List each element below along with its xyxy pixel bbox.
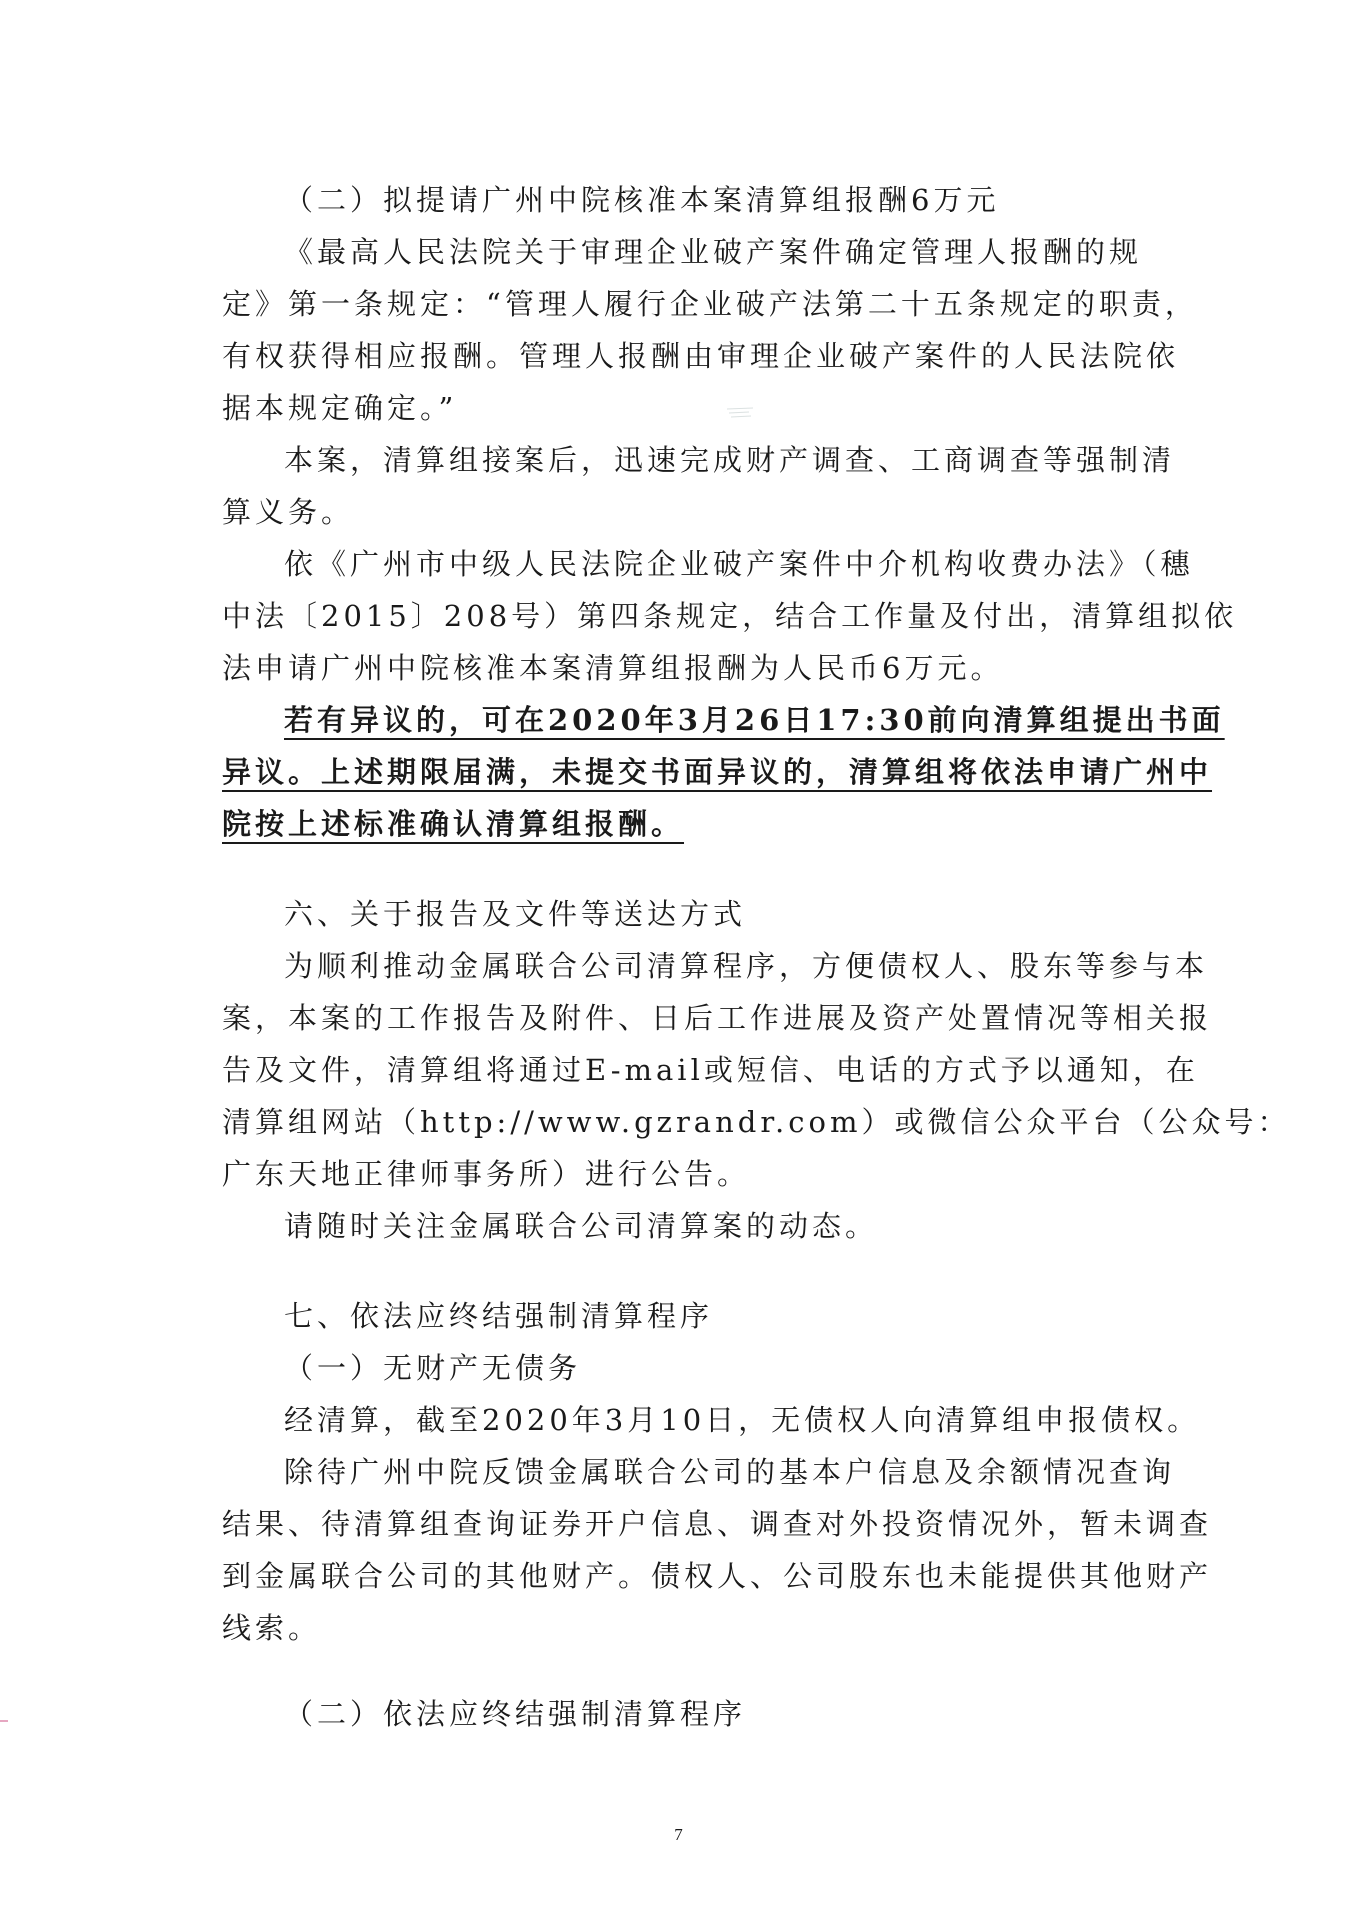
paragraph-line: 告及文件，清算组将通过E-mail或短信、电话的方式予以通知，在 [222,1053,1199,1087]
section-heading-service: 六、关于报告及文件等送达方式 [284,897,747,931]
objection-notice-line: 若有异议的，可在2020年3月26日17:30前向清算组提出书面 [284,703,1225,737]
paragraph-line: 法申请广州中院核准本案清算组报酬为人民币6万元。 [222,651,1004,685]
paragraph-line: 结果、待清算组查询证券开户信息、调查对外投资情况外，暂未调查 [222,1507,1213,1541]
objection-notice-line: 院按上述标准确认清算组报酬。 [222,807,685,841]
paragraph-line: 清算组网站（http://www.gzrandr.com）或微信公众平台（公众号： [222,1105,1291,1139]
subsection-heading-no-assets: （一）无财产无债务 [284,1351,582,1385]
paragraph-line: 请随时关注金属联合公司清算案的动态。 [284,1209,879,1243]
paragraph-line: 《最高人民法院关于审理企业破产案件确定管理人报酬的规 [284,235,1143,269]
paragraph-line: 线索。 [222,1611,322,1645]
paragraph-line: 案，本案的工作报告及附件、日后工作进展及资产处置情况等相关报 [222,1001,1213,1035]
paragraph-line: 有权获得相应报酬。管理人报酬由审理企业破产案件的人民法院依 [222,339,1180,373]
section-heading-termination: 七、依法应终结强制清算程序 [284,1299,714,1333]
paragraph-line: 本案，清算组接案后，迅速完成财产调查、工商调查等强制清 [284,443,1176,477]
paragraph-line: 广东天地正律师事务所）进行公告。 [222,1157,751,1191]
paragraph-line: 算义务。 [222,495,355,529]
objection-notice-line: 异议。上述期限届满，未提交书面异议的，清算组将依法申请广州中 [222,755,1213,789]
subsection-heading-termination: （二）依法应终结强制清算程序 [284,1697,747,1731]
page-number: 7 [674,1825,683,1844]
paragraph-line: 据本规定确定。” [222,391,458,425]
paragraph-line: 依《广州市中级人民法院企业破产案件中介机构收费办法》（穗 [284,547,1194,581]
scan-artifact [725,405,755,419]
section-heading-remuneration: （二）拟提请广州中院核准本案清算组报酬6万元 [284,183,1000,217]
paragraph-line: 中法〔2015〕208号）第四条规定，结合工作量及付出，清算组拟依 [222,599,1238,633]
paragraph-line: 定》第一条规定：“管理人履行企业破产法第二十五条规定的职责， [222,287,1198,321]
scan-edge-mark [0,1720,8,1722]
paragraph-line: 经清算，截至2020年3月10日，无债权人向清算组申报债权。 [284,1403,1201,1437]
paragraph-line: 到金属联合公司的其他财产。债权人、公司股东也未能提供其他财产 [222,1559,1213,1593]
paragraph-line: 为顺利推动金属联合公司清算程序，方便债权人、股东等参与本 [284,949,1209,983]
paragraph-line: 除待广州中院反馈金属联合公司的基本户信息及余额情况查询 [284,1455,1176,1489]
